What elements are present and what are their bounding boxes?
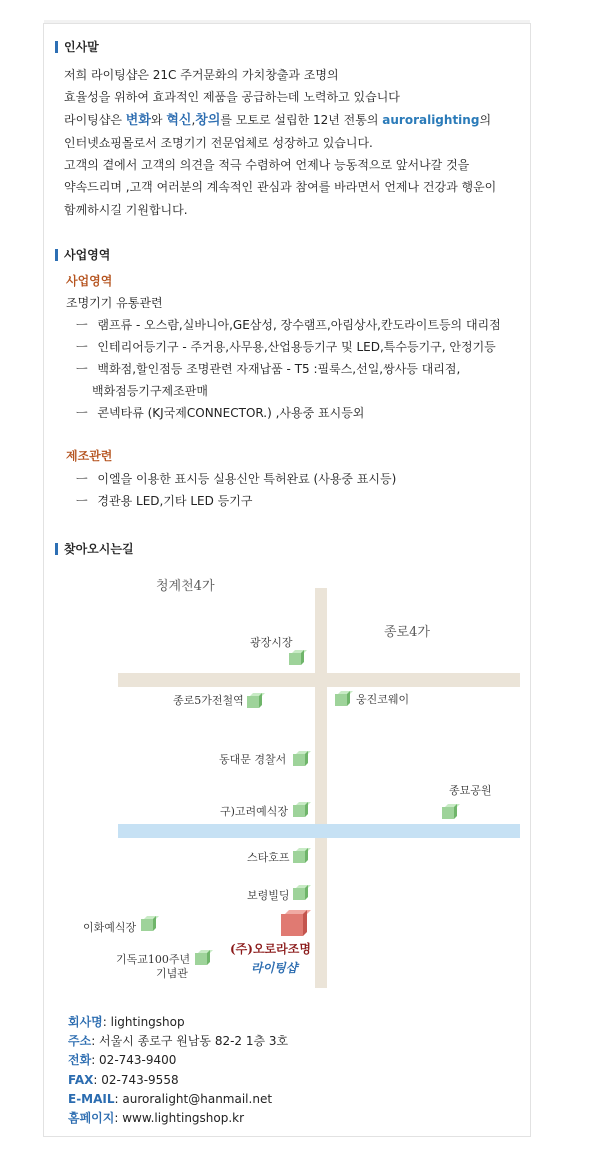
greeting-line [64, 109, 524, 132]
contact-value: : auroralight@hanmail.net [114, 1091, 273, 1106]
greeting-text: 고객의 곁에서 고객의 의견을 적극 수렴하여 언제나 능동적으로 앞서나갈 것을 [64, 158, 470, 173]
contact-row [68, 1051, 288, 1070]
building-marker [335, 691, 350, 706]
greeting-text: 의 [479, 112, 492, 127]
list-item-text: 램프류 - 오스람,실바니아,GE삼성, 장수램프,아림상사,칸도라이트등의 대리점 [97, 318, 501, 332]
landmark-label: 보령빌딩 [247, 889, 290, 902]
landmark-label: 구)고려예식장 [220, 805, 289, 818]
list-item-text: 이엘을 이용한 표시등 실용신안 특허완료 (사용중 표시등) [97, 472, 397, 486]
greeting-line [64, 199, 524, 221]
contact-key: FAX [68, 1072, 94, 1087]
contact-value: : 02-743-9558 [93, 1072, 179, 1087]
greeting-text: 함께하시길 기원합니다. [64, 202, 188, 217]
contact-key: 회사명 [68, 1015, 103, 1029]
greeting-line [64, 154, 524, 176]
greeting-line [64, 86, 524, 108]
area-label-cheonggye: 청계천4가 [156, 579, 215, 594]
section-bar [55, 249, 58, 261]
greeting-text: 인터넷쇼핑몰로서 조명기기 전문업체로 성장하고 있습니다. [64, 135, 373, 150]
area-label-jongno4: 종로4가 [384, 625, 430, 640]
dash-mark: ㅡ [76, 318, 88, 332]
greeting-text: 저희 라이팅샵은 21C 주거문화의 가치창출과 조명의 [64, 68, 339, 82]
list-item [76, 404, 364, 421]
building-marker [293, 885, 308, 900]
list-item [76, 492, 252, 509]
shop-name-map: 라이팅샵 [251, 961, 298, 975]
brand-text: auroralighting [382, 112, 480, 127]
business-title [55, 248, 110, 262]
list-item-text: 백화점,할인점등 조명관련 자재납품 - T5 :필룩스,선일,쌍사등 대리점, [97, 362, 461, 376]
manufacturing-subheading: 제조관련 [66, 449, 113, 463]
building-marker [289, 650, 304, 665]
highlight-text: 변화 [125, 112, 151, 128]
list-item-text: 인테리어등기구 - 주거용,사무용,산업용등기구 및 LED,특수등기구, 안정기등 [97, 340, 496, 354]
dash-mark: ㅡ [76, 406, 88, 420]
landmark-label: 동대문 경찰서 [219, 753, 287, 766]
list-item-continuation: 백화점등기구제조판매 [92, 384, 208, 398]
greeting-text: 효율성을 위하여 효과적인 제품을 공급하는데 노력하고 있습니다 [64, 90, 400, 105]
list-item [76, 470, 396, 487]
contact-row [68, 1090, 288, 1109]
dash-mark: ㅡ [76, 472, 88, 486]
landmark-label: 기독교100주년 [116, 953, 191, 966]
landmark-label: 광장시장 [250, 636, 293, 649]
building-marker [195, 950, 210, 965]
greeting-text: 와 [150, 112, 167, 127]
contact-info [68, 1013, 288, 1128]
contact-key: 홈페이지 [68, 1111, 115, 1126]
list-item [76, 360, 460, 377]
landmark-label: 기념관 [156, 967, 188, 980]
section-bar [55, 543, 58, 555]
building-marker [141, 916, 156, 931]
road-vertical [315, 588, 327, 988]
directions-title [55, 542, 134, 556]
contact-row [68, 1109, 288, 1128]
greeting-line [64, 64, 524, 86]
greeting-text: 라이팅샵은 [64, 112, 126, 127]
contact-row [68, 1013, 288, 1032]
landmark-label: 웅진코웨이 [356, 693, 410, 706]
dash-mark: ㅡ [76, 362, 88, 376]
building-marker [247, 693, 262, 708]
contact-value: : 서울시 종로구 원남동 82-2 1층 3호 [91, 1034, 289, 1049]
building-marker [293, 848, 308, 863]
road-jongno [118, 673, 520, 687]
business-category: 조명기기 유통관련 [66, 296, 163, 310]
highlight-text: 혁신 [166, 112, 192, 128]
contact-row [68, 1071, 288, 1090]
contact-value: : 02-743-9400 [91, 1053, 177, 1068]
contact-value: : www.lightingshop.kr [114, 1111, 245, 1126]
list-item [76, 338, 496, 355]
greeting-text: , [191, 112, 196, 127]
greeting-line [64, 132, 524, 154]
business-title-text: 사업영역 [64, 248, 111, 262]
building-marker [293, 751, 308, 766]
building-marker [293, 802, 308, 817]
building-marker [442, 804, 457, 819]
dash-mark: ㅡ [76, 494, 88, 508]
company-name-map: (주)오로라조명 [230, 942, 311, 956]
landmark-label: 이화예식장 [83, 921, 137, 934]
landmark-label: 종묘공원 [449, 784, 492, 797]
list-item-text: 콘넥타류 (KJ국제CONNECTOR.) ,사용중 표시등외 [97, 406, 365, 420]
greeting-body [64, 64, 524, 221]
contact-value: : lightingshop [102, 1015, 185, 1029]
greeting-text: 를 모토로 설립한 12년 전통의 [220, 112, 383, 127]
contact-row [68, 1032, 288, 1051]
contact-key: 주소 [68, 1034, 92, 1049]
greeting-title-text: 인사말 [64, 40, 99, 54]
contact-key: 전화 [68, 1053, 92, 1068]
directions-title-text: 찾아오시는길 [64, 542, 134, 556]
greeting-text: 약속드리며 ,고객 여러분의 계속적인 관심과 참여를 바라면서 언제나 건강과 행운이 [64, 180, 497, 195]
contact-key: E-MAIL [68, 1091, 115, 1106]
company-location-marker [281, 910, 307, 936]
dash-mark: ㅡ [76, 340, 88, 354]
location-map [44, 568, 530, 998]
highlight-text: 창의 [195, 112, 221, 128]
cheonggye-stream [118, 824, 520, 838]
landmark-label: 스타호프 [247, 851, 290, 864]
greeting-line [64, 176, 524, 198]
list-item-text: 경관용 LED,기타 LED 등기구 [97, 494, 253, 508]
business-subheading: 사업영역 [66, 274, 113, 288]
landmark-label: 종로5가전철역 [173, 694, 244, 707]
section-bar [55, 41, 58, 53]
greeting-title [55, 40, 99, 54]
list-item [76, 316, 501, 333]
